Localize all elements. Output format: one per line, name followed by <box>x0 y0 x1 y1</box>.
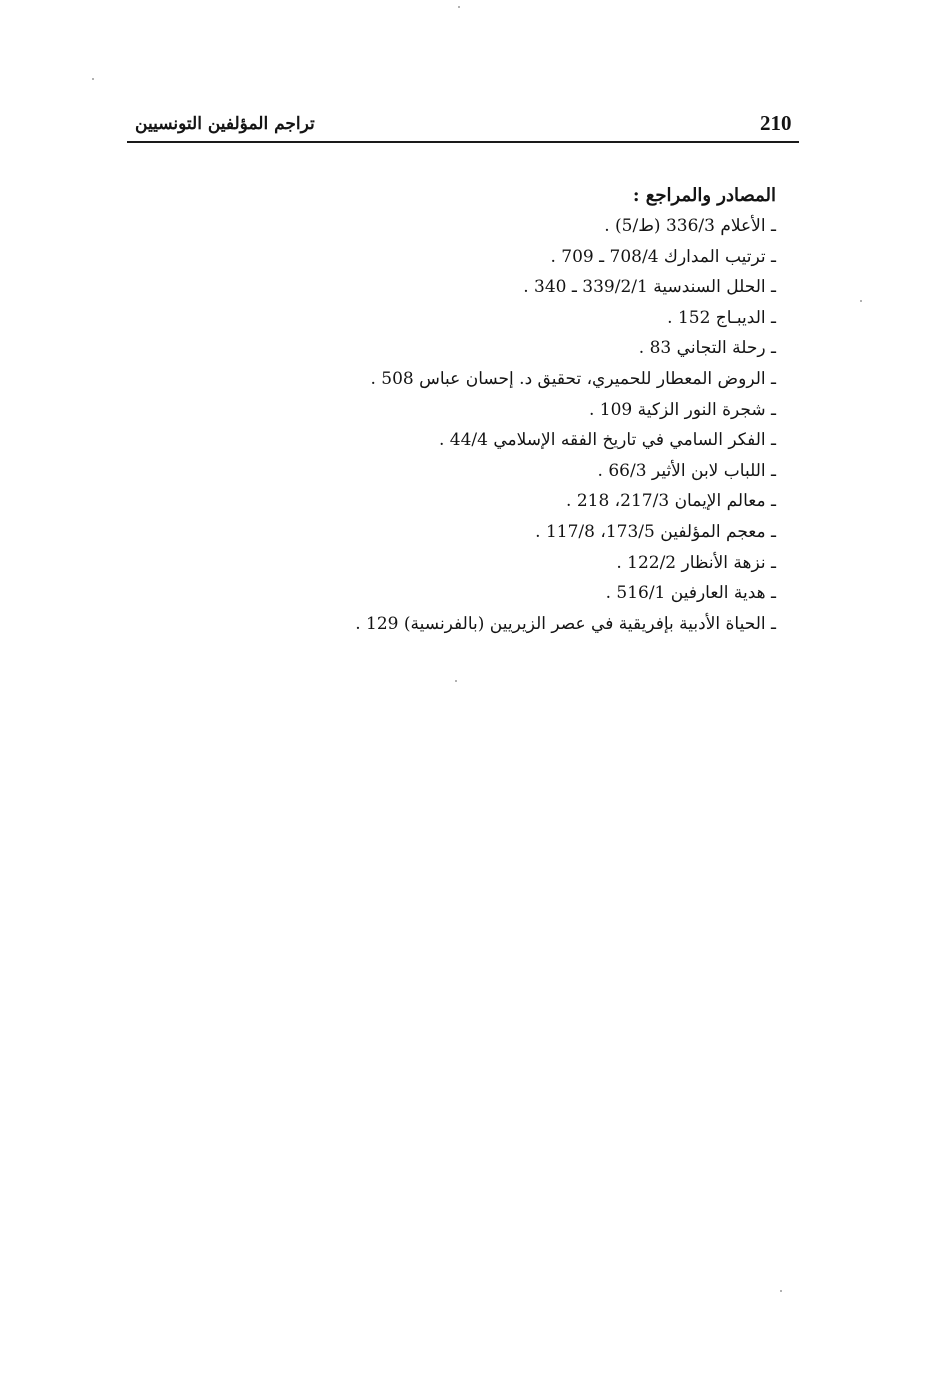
references-list <box>176 211 776 639</box>
sources-section <box>176 180 776 639</box>
reference-item: ـ شجرة النور الزكية 109 . <box>588 399 776 420</box>
reference-item: ـ ترتيب المدارك 708/4 ـ 709 . <box>550 246 776 267</box>
reference-item: ـ اللباب لابن الأثير 66/3 . <box>597 460 776 481</box>
page-number: 210 <box>760 111 792 135</box>
reference-item: ـ الحياة الأدبية بإفريقية في عصر الزيريين (بالفرنسية) 129 . <box>355 613 776 634</box>
reference-item: ـ رحلة التجاني 83 . <box>638 338 776 359</box>
reference-item: ـ هدية العارفين 516/1 . <box>605 583 776 604</box>
reference-item: ـ الروض المعطار للحميري، تحقيق د. إحسان عباس 508 . <box>370 368 776 389</box>
scan-speck <box>92 78 94 80</box>
scan-speck <box>458 6 460 8</box>
running-title: تراجم المؤلفين التونسيين <box>135 114 315 134</box>
reference-item: ـ معالم الإيمان 217/3، 218 . <box>566 491 776 512</box>
reference-item: ـ الأعلام 336/3 (ط/5) . <box>604 216 776 236</box>
scan-speck <box>780 1290 782 1292</box>
reference-item: ـ نزهة الأنظار 122/2 . <box>616 552 776 573</box>
reference-item: ـ معجم المؤلفين 173/5، 117/8 . <box>535 521 776 542</box>
reference-item: ـ الفكر السامي في تاريخ الفقه الإسلامي 44/4 . <box>438 430 776 451</box>
sources-heading: المصادر والمراجع : <box>632 185 776 206</box>
scan-speck <box>860 300 862 302</box>
reference-item: ـ الديبـاج 152 . <box>667 307 776 328</box>
reference-item: ـ الحلل السندسية 339/2/1 ـ 340 . <box>523 277 776 298</box>
page-header <box>127 108 799 142</box>
header-rule <box>127 141 799 143</box>
scan-speck <box>455 680 457 682</box>
